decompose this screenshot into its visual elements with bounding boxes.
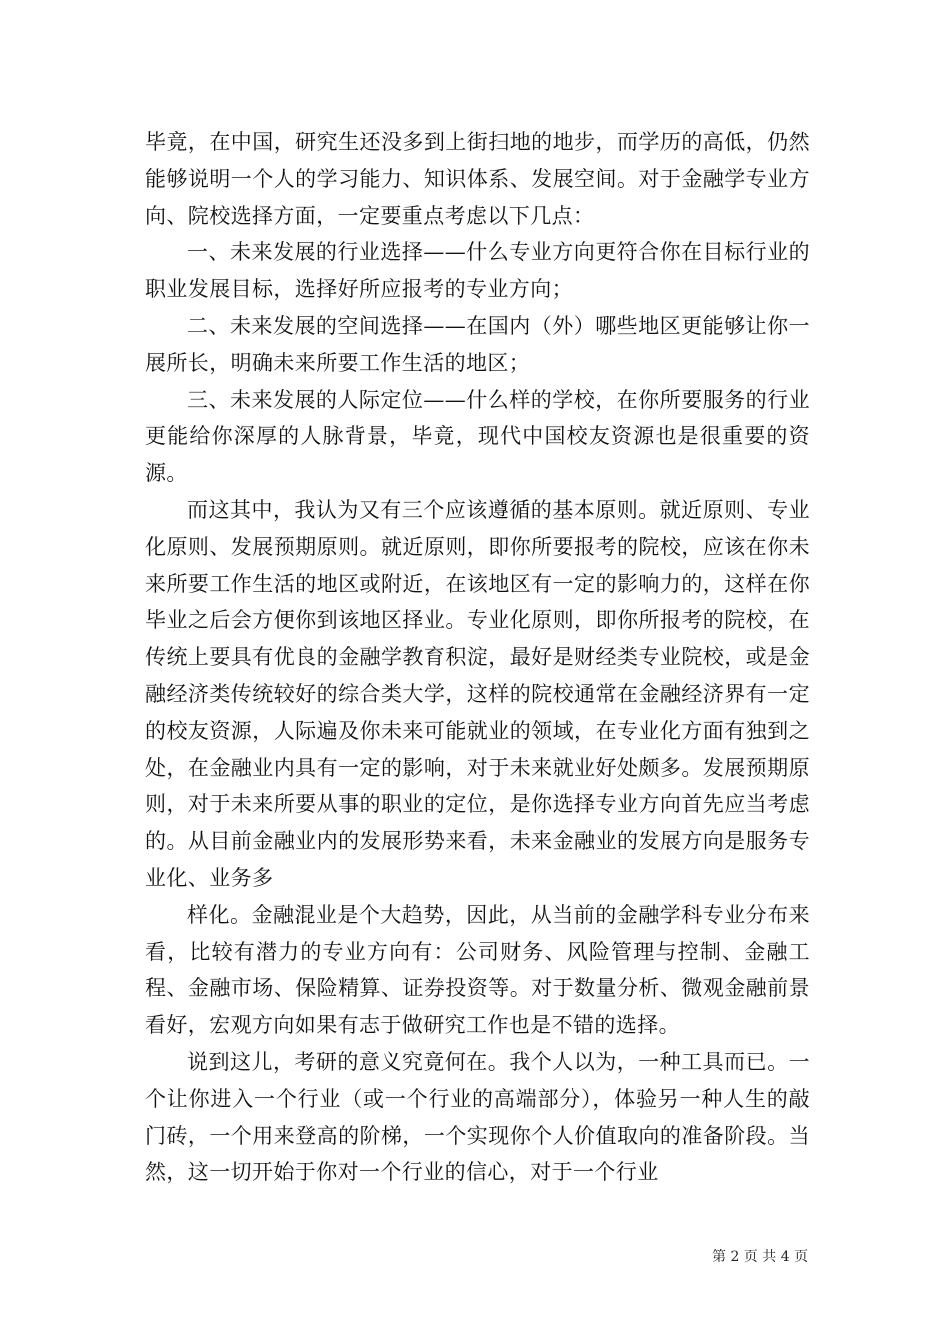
paragraph-7: 说到这儿，考研的意义究竟何在。我个人以为，一种工具而已。一个让你进入一个行业（或一个行业的高端部分），体验另一种人生的敲门砖，一个用来登高的阶梯，一个实现你个人价值取向的准备阶段。当然，这一切开始于你对一个行业的信心，对于一个行业 [145, 1049, 810, 1185]
paragraph-2: 一、未来发展的行业选择——什么专业方向更符合你在目标行业的职业发展目标，选择好所应报考的专业方向； [145, 240, 810, 302]
paragraph-4: 三、未来发展的人际定位——什么样的学校，在你所要服务的行业更能给你深厚的人脉背景，毕竟，现代中国校友资源也是很重要的资源。 [145, 387, 810, 486]
paragraph-3: 二、未来发展的空间选择——在国内（外）哪些地区更能够让你一展所长，明确未来所要工作生活的地区； [145, 313, 810, 375]
page-number: 第 2 页 共 4 页 [712, 1249, 809, 1265]
document-body [145, 124, 810, 1191]
paragraph-5: 而这其中，我认为又有三个应该遵循的基本原则。就近原则、专业化原则、发展预期原则。就近原则，即你所要报考的院校，应该在你未来所要工作生活的地区或附近，在该地区有一定的影响力的，这样在你毕业之后会方便你到该地区择业。专业化原则，即你所报考的院校，在传统上要具有优良的金融学教育积淀，最好是财经类专业院校，或是金融经济类传统较好的综合类大学，这样的院校通常在金融经济界有一定的校友资源，人际遍及你未来可能就业的领域，在专业化方面有独到之处，在金融业内具有一定的影响，对于未来就业好处颇多。发展预期原则，对于未来所要从事的职业的定位，是你选择专业方向首先应当考虑的。从目前金融业内的发展形势来看，未来金融业的发展方向是服务专业化、业务多 [145, 497, 810, 890]
paragraph-1: 毕竟，在中国，研究生还没多到上街扫地的地步，而学历的高低，仍然能够说明一个人的学习能力、知识体系、发展空间。对于金融学专业方向、院校选择方面，一定要重点考虑以下几点： [145, 130, 810, 228]
paragraph-6: 样化。金融混业是个大趋势，因此，从当前的金融学科专业分布来看，比较有潜力的专业方向有：公司财务、风险管理与控制、金融工程、金融市场、保险精算、证券投资等。对于数量分析、微观金融前景看好，宏观方向如果有志于做研究工作也是不错的选择。 [145, 902, 810, 1038]
